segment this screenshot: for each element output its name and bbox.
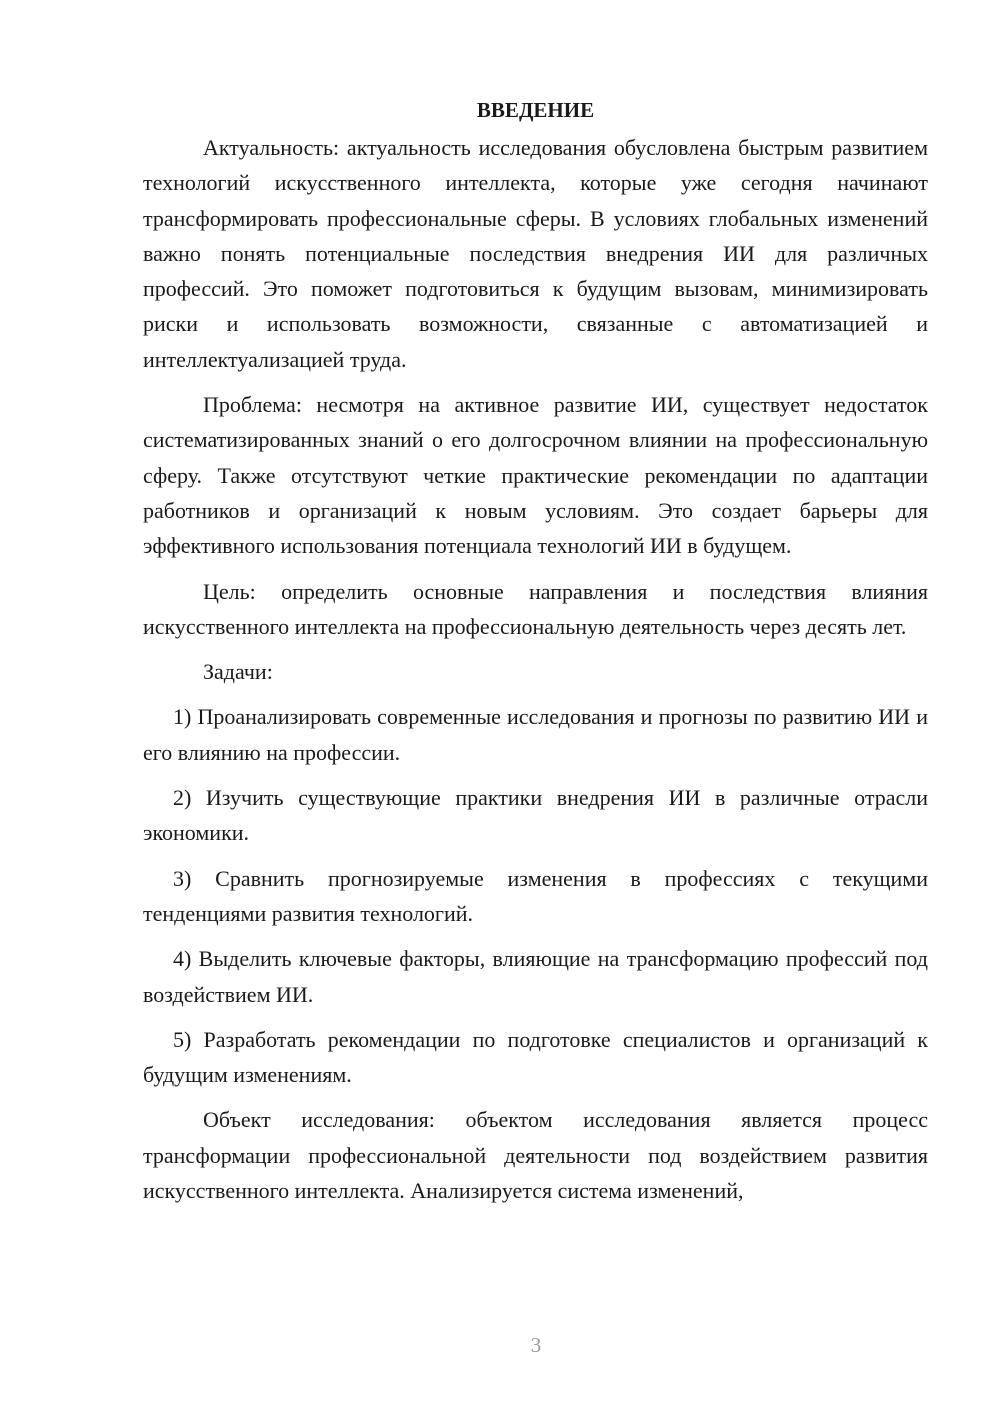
document-page — [143, 92, 928, 1218]
section-title: ВВЕДЕНИЕ — [476, 98, 595, 122]
page-number: 3 — [530, 1333, 542, 1357]
task-item-1: 1) Проанализировать современные исследования и прогнозы по развитию ИИ и его влиянию на профессии. — [143, 704, 928, 765]
task-item-5: 5) Разработать рекомендации по подготовке специалистов и организаций к будущим изменениям. — [143, 1026, 928, 1088]
task-item-4: 4) Выделить ключевые факторы, влияющие на трансформацию профессий под воздействием ИИ. — [143, 946, 928, 1007]
task-item-2: 2) Изучить существующие практики внедрения ИИ в различные отрасли экономики. — [143, 785, 928, 846]
goal-paragraph: Цель: определить основные направления и последствия влияния искусственного интеллекта на профессиональную деятельность через десять лет. — [143, 578, 928, 639]
task-item-3: 3) Сравнить прогнозируемые изменения в профессиях с текущими тенденциями развития технологий. — [143, 865, 928, 926]
tasks-label: Задачи: — [203, 659, 273, 685]
object-paragraph: Объект исследования: объектом исследования является процесс трансформации профессиональной деятельности под воздействием развития искусственного интеллекта. Анализируется система изменений, — [143, 1107, 928, 1204]
relevance-paragraph: Актуальность: актуальность исследования обусловлена быстрым развитием технологий искусственного интеллекта, которые уже сегодня начинают трансформировать профессиональные сферы. В условиях глобальных изменений важно понять потенциальные последствия внедрения ИИ для различных профессий. Это поможет подготовиться к будущим вызовам, минимизировать риски и использовать возможности, связанные с автоматизацией и интеллектуализацией труда. — [143, 135, 928, 372]
problem-paragraph: Проблема: несмотря на активное развитие ИИ, существует недостаток систематизированных знаний о его долгосрочном влиянии на профессиональную сферу. Также отсутствуют четкие практические рекомендации по адаптации работников и организаций к новым условиям. Это создает барьеры для эффективного использования потенциала технологий ИИ в будущем. — [143, 392, 928, 559]
